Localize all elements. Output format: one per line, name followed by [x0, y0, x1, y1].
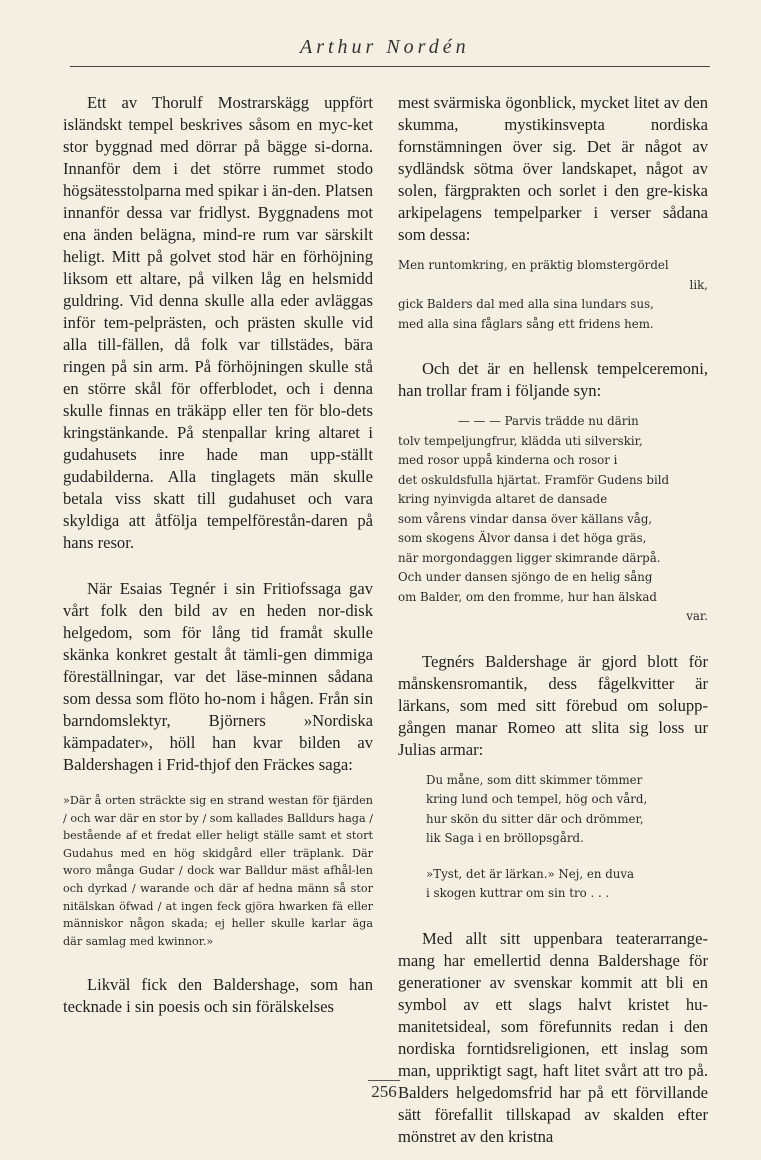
right-paragraph-2: Och det är en hellensk tempelceremoni, han trollar fram i följande syn: [398, 359, 708, 400]
right-paragraph-4: Med allt sitt uppenbara teaterarrange-mang har emellertid denna Baldershage för generationer av svenskar kommit att bli en symbol av ett slags halvt kristet hu-manitetsideal, som förefunnits redan i den nordiska forntidsreligionen, ett inslag som man, uppriktigt sagt, haft litet svårt att tro på. Balders helgedomsfrid har på ett förvillande sätt förefallit tillskapad av skalden efter mönstret av den kristna [398, 928, 708, 1146]
verse-line: lik, [689, 277, 708, 292]
verse-line: om Balder, om den fromme, hur han älskad [398, 589, 657, 604]
verse-line: med rosor uppå kinderna och rosor i [398, 453, 618, 467]
saga-quote: »Där å orten sträckte sig en strand westan för fjärden / och war där en stor by / som kallades Balldurs haga / bestående af et fredat eller heligt ställe samt et stort Gudahus med en hög skidgård eller träplank. Där woro många Gudar / dock war Balldur mäst afhål-len och dyrkad / warande och där af hedna männ så stor nitälskan öfwad / at ingen feck gjöra hwarken fä eller människor någon skada; ej heller skulle karlar äga där samlag med kwinnor.» [63, 794, 373, 948]
verse-line: hur skön du sitter där och drömmer, [426, 811, 644, 826]
verse-line: som vårens vindar dansa över källans våg, [398, 511, 653, 526]
left-paragraph-2: När Esaias Tegnér i sin Fritiofssaga gav vårt folk den bild av en heden nor-disk helgedom, som för lång tid framåt skulle skänka konkret gestalt åt tämli-gen dimmiga föreställningar, var det läse-minnen sådana som dessa som flöto ho-nom i hågen. Från sin barndomslektyr, Björners »Nordiska kämpadater», höll han kvar bilden av Baldershagen i Frid-thjof den Fräckes saga: [63, 579, 373, 774]
left-column [63, 92, 373, 1018]
verse-line: — — — Parvis trädde nu därin [458, 414, 639, 428]
verse-line: det oskuldsfulla hjärtat. Framför Gudens bild [398, 472, 670, 487]
verse-line: kring nyinvigda altaret de dansade [398, 492, 608, 506]
verse-line: när morgondaggen ligger skimrande därpå. [398, 550, 661, 565]
verse-line: med alla sina fåglars sång ett fridens hem. [398, 316, 654, 331]
verse-line: lik Saga i en bröllopsgård. [426, 831, 584, 845]
header-rule [70, 66, 710, 67]
verse-line: tolv tempeljungfrur, klädda uti silverskir, [398, 433, 643, 448]
verse-line: Du måne, som ditt skimmer tömmer [426, 772, 643, 787]
verse-1 [398, 256, 708, 334]
verse-line: i skogen kuttrar om sin tro . . . [426, 886, 610, 900]
verse-line: var. [686, 609, 708, 623]
running-header: Arthur Nordén [300, 36, 470, 58]
right-paragraph-1: mest svärmiska ögonblick, mycket litet av den skumma, mystikinsvepta nordiska fornstämningen över sig. Det är något av sydländsk sötma över landskapet, något av solen, färgprakten och sorlet i den gre-kiska arkipelagens tempelparker i verser sådana som dessa: [398, 93, 708, 244]
left-paragraph-1: Ett av Thorulf Mostrarskägg uppfört isländskt tempel beskrives såsom en myc-ket stor byggnad med dörrar på bägge si-dorna. Innanför dem i det större rummet stodo högsätesstolparna med spikar i än-den. Platsen innanför dessa var fridlyst. Byggnadens mot ena änden belägna, mind-re rum var särskilt heligt. Mitt på golvet stod här en förhöjning liksom ett altare, på vilken låg en helsmidd guldring. Vid denna skulle alla eder avläggas inför tem-pelprästen, och prästen skulle vid alla till-fällen, då folk var tillstädes, bära ringen på sin arm. På förhöjningen skulle stå en större skål för offerblodet, och i denna skulle finnas en träkäpp eller ten för blo-dets kringstänkande. På stenpallar kring altaret i gudahusets inre hade man upp-ställt gudabilderna. Alla tinglagets män skulle betala viss skatt till gudahuset och vara skyldiga att åtfölja tempelförestån-daren på hans resor. [63, 93, 373, 552]
right-paragraph-3: Tegnérs Baldershage är gjord blott för månskensromantik, dess fågelkvitter är lärkans, som med sitt förebud om solupp-gången manar Romeo att slita sig loss ur Julias armar: [398, 651, 708, 759]
right-column [398, 92, 708, 1148]
verse-line: »Tyst, det är lärkan.» Nej, en duva [426, 866, 635, 881]
page-number: 256 [368, 1080, 400, 1102]
verse-2 [398, 412, 708, 627]
left-paragraph-3: Likväl fick den Baldershage, som han tecknade i sin poesis och sin förälskelses [63, 975, 373, 1017]
verse-4 [398, 865, 708, 904]
verse-line: gick Balders dal med alla sina lundars sus, [398, 297, 654, 311]
verse-3 [398, 771, 708, 849]
verse-line: Men runtomkring, en präktig blomstergördel [398, 258, 669, 272]
verse-line: kring lund och tempel, hög och vård, [426, 792, 648, 806]
verse-line: Och under dansen sjöngo de en helig sång [398, 570, 653, 584]
verse-line: som skogens Älvor dansa i det höga gräs, [398, 531, 647, 545]
